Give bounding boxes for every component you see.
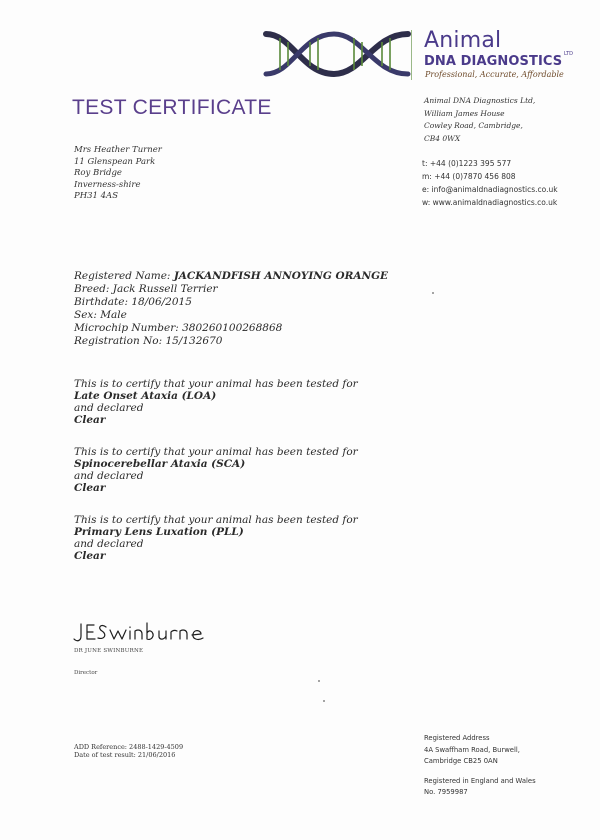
- brand-ltd: LTD: [564, 51, 574, 57]
- test-result: Clear: [74, 482, 106, 494]
- scan-speck: [432, 292, 434, 294]
- microchip-row: Microchip Number: 380260100268868: [74, 322, 283, 334]
- signatory-name: DR JUNE SWINBURNE: [74, 648, 144, 654]
- scan-speck: [318, 680, 320, 682]
- registered-name-value: JACKANDFISH ANNOYING ORANGE: [173, 270, 389, 282]
- test-intro: This is to certify that your animal has been tested for: [74, 378, 358, 390]
- signatory-role: Director: [74, 670, 98, 676]
- company-logo: [262, 24, 592, 84]
- registered-number: No. 7959987: [424, 788, 468, 796]
- registered-address-line: Cambridge CB25 0AN: [424, 757, 498, 765]
- contact-website: w: www.animaldnadiagnostics.co.uk: [422, 198, 558, 207]
- contact-email: e: info@animaldnadiagnostics.co.uk: [422, 185, 558, 194]
- recipient-line: 11 Glenspean Park: [74, 156, 156, 167]
- registered-name-row: [74, 270, 388, 283]
- test-block-loa: [74, 378, 358, 426]
- test-block-pll: [74, 514, 358, 562]
- registration-row: Registration No: 15/132670: [74, 335, 223, 347]
- recipient-line: Mrs Heather Turner: [74, 145, 162, 155]
- test-result: Clear: [74, 414, 106, 426]
- test-name: Spinocerebellar Ataxia (SCA): [74, 458, 246, 470]
- test-name: Late Onset Ataxia (LOA): [74, 390, 217, 402]
- dna-helix-icon: [262, 28, 412, 80]
- animal-details: [74, 270, 388, 348]
- test-references: [74, 743, 183, 759]
- recipient-line: PH31 4AS: [74, 191, 119, 201]
- test-intro: This is to certify that your animal has been tested for: [74, 514, 358, 526]
- test-declared: and declared: [74, 538, 144, 550]
- registered-jurisdiction: Registered in England and Wales: [424, 776, 536, 785]
- test-result-date: Date of test result: 21/06/2016: [74, 751, 176, 759]
- company-address-line: Animal DNA Diagnostics Ltd,: [424, 96, 536, 105]
- brand-name-line2: DNA DIAGNOSTICS: [424, 54, 563, 69]
- breed-row: Breed: Jack Russell Terrier: [74, 283, 218, 295]
- test-intro: This is to certify that your animal has been tested for: [74, 446, 358, 458]
- scan-speck: [323, 700, 325, 702]
- recipient-line: Roy Bridge: [74, 168, 122, 178]
- sex-row: Sex: Male: [74, 309, 127, 321]
- test-declared: and declared: [74, 470, 144, 482]
- handwritten-signature: [72, 620, 207, 646]
- brand-tagline: Professional, Accurate, Affordable: [425, 70, 564, 79]
- test-block-sca: [74, 446, 358, 494]
- company-contact: [422, 157, 558, 209]
- recipient-address: [74, 145, 162, 203]
- company-address-line: CB4 0WX: [424, 133, 461, 143]
- registered-address-line: 4A Swaffham Road, Burwell,: [424, 745, 520, 754]
- birthdate-row: Birthdate: 18/06/2015: [74, 296, 192, 308]
- registered-heading: Registered Address: [424, 734, 490, 742]
- test-name: Primary Lens Luxation (PLL): [74, 526, 244, 538]
- add-reference: ADD Reference: 2488-1429-4509: [74, 743, 184, 751]
- test-result: Clear: [74, 550, 106, 562]
- recipient-line: Inverness-shire: [74, 179, 141, 190]
- company-address-line: William James House: [424, 108, 505, 118]
- contact-mobile: m: +44 (0)7870 456 808: [422, 172, 516, 181]
- contact-phone: t: +44 (0)1223 395 577: [422, 159, 512, 168]
- test-declared: and declared: [74, 402, 144, 414]
- brand-name-line1: Animal: [424, 28, 502, 53]
- company-address-line: Cowley Road, Cambridge,: [424, 121, 523, 130]
- certificate-title: TEST CERTIFICATE: [72, 96, 272, 119]
- test-results: [74, 378, 358, 582]
- company-address: [424, 95, 535, 145]
- registered-name-label: Registered Name:: [74, 270, 171, 282]
- registered-address: [424, 733, 536, 799]
